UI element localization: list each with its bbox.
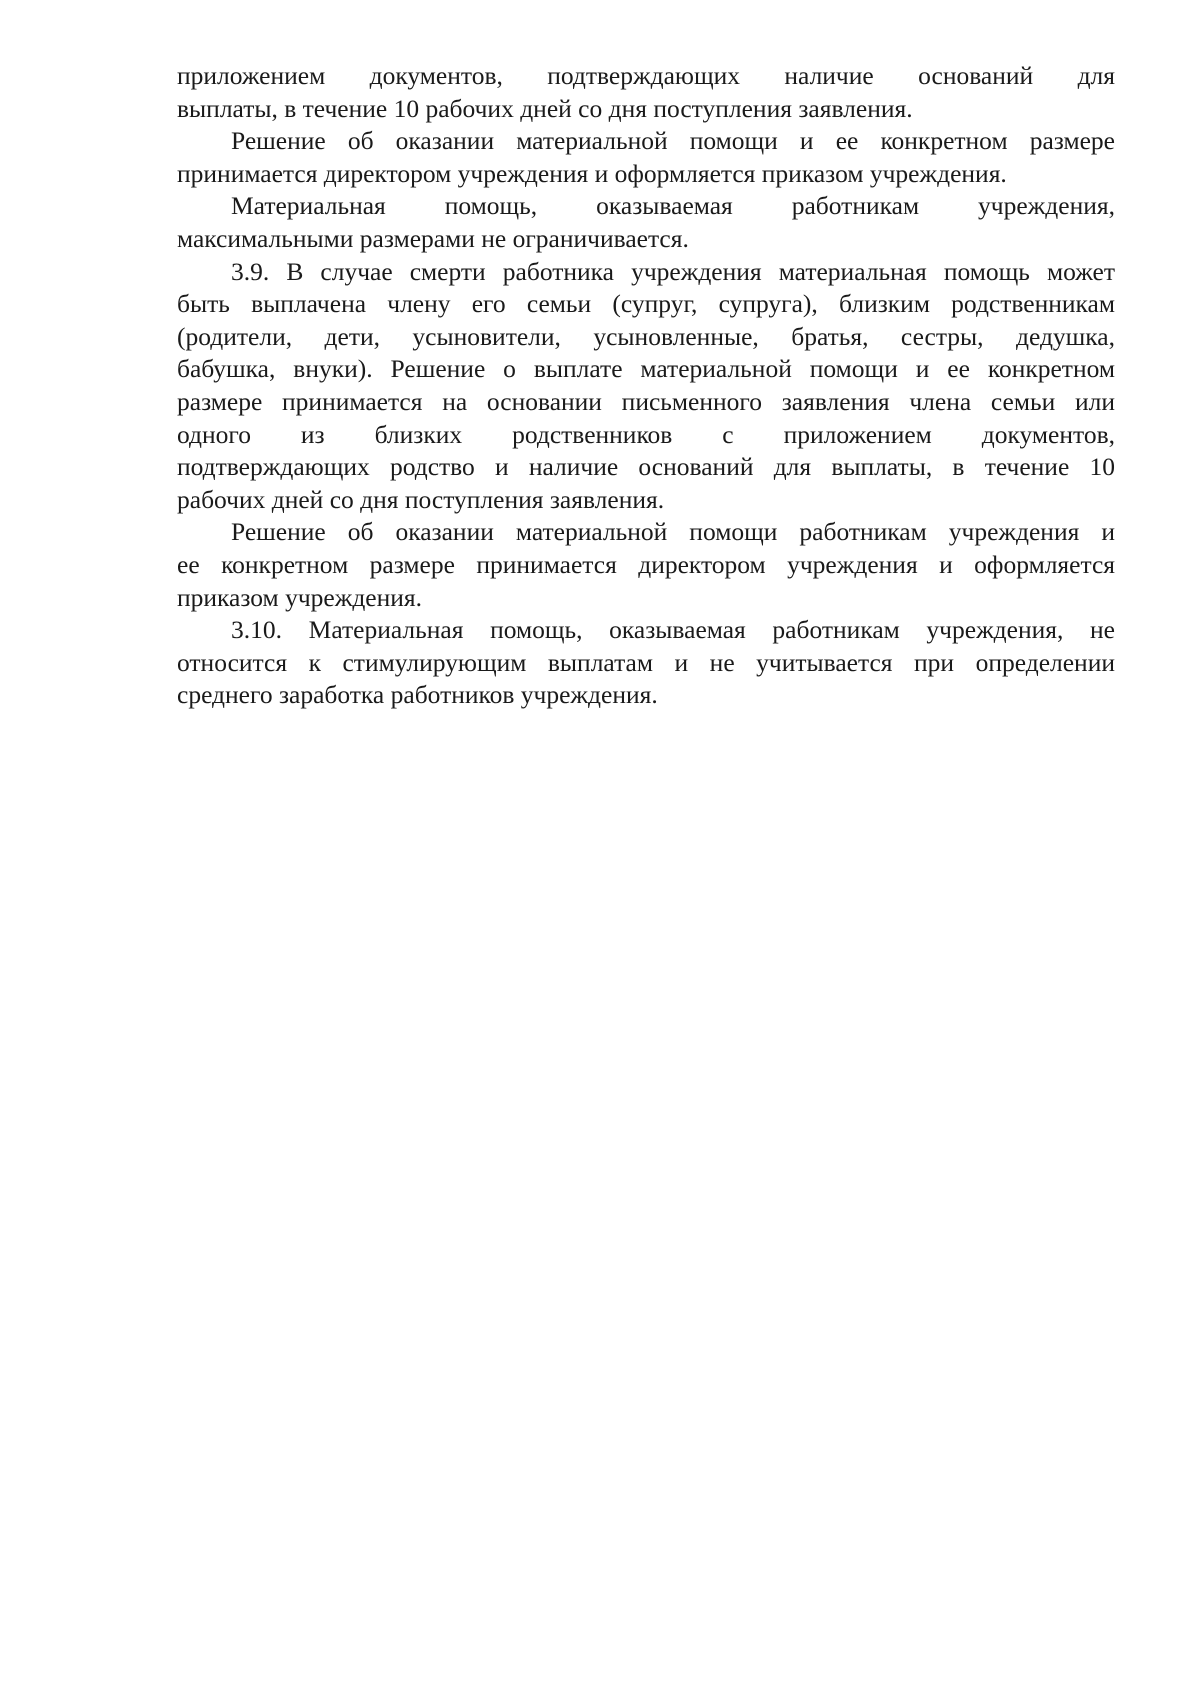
text-line: подтверждающих родство и наличие оснований для выплаты, в течение 10 [177, 452, 1115, 482]
paragraph-start-line: Решение об оказании материальной помощи работникам учреждения и [231, 517, 1115, 547]
text-line: бабушка, внуки). Решение о выплате материальной помощи и ее конкретном [177, 354, 1115, 384]
text-line: относится к стимулирующим выплатам и не учитывается при определении [177, 647, 1115, 677]
text-line: ее конкретном размере принимается директором учреждения и оформляется [177, 549, 1115, 579]
paragraph-start-line: 3.9. В случае смерти работника учреждения материальная помощь может [231, 256, 1115, 286]
text-line: приложением документов, подтверждающих наличие оснований для [177, 61, 1115, 90]
text-line: максимальными размерами не ограничивается. [177, 223, 689, 253]
text-line: одного из близких родственников с приложением документов, [177, 419, 1115, 449]
paragraph-start-line: Решение об оказании материальной помощи и ее конкретном размере [231, 126, 1115, 156]
paragraph-start-line: 3.10. Материальная помощь, оказываемая работникам учреждения, не [231, 615, 1115, 645]
text-line: размере принимается на основании письменного заявления члена семьи или [177, 386, 1115, 416]
text-line: рабочих дней со дня поступления заявления. [177, 484, 665, 514]
text-line: (родители, дети, усыновители, усыновленные, братья, сестры, дедушка, [177, 321, 1115, 351]
text-line: выплаты, в течение 10 рабочих дней со дня поступления заявления. [177, 93, 913, 123]
paragraph-start-line: Материальная помощь, оказываемая работникам учреждения, [231, 191, 1115, 221]
text-line: приказом учреждения. [177, 582, 423, 612]
text-line: быть выплачена члену его семьи (супруг, супруга), близким родственникам [177, 289, 1115, 319]
text-line: принимается директором учреждения и оформляется приказом учреждения. [177, 158, 1007, 188]
document-body [177, 60, 1115, 712]
text-line: среднего заработка работников учреждения. [177, 680, 658, 710]
